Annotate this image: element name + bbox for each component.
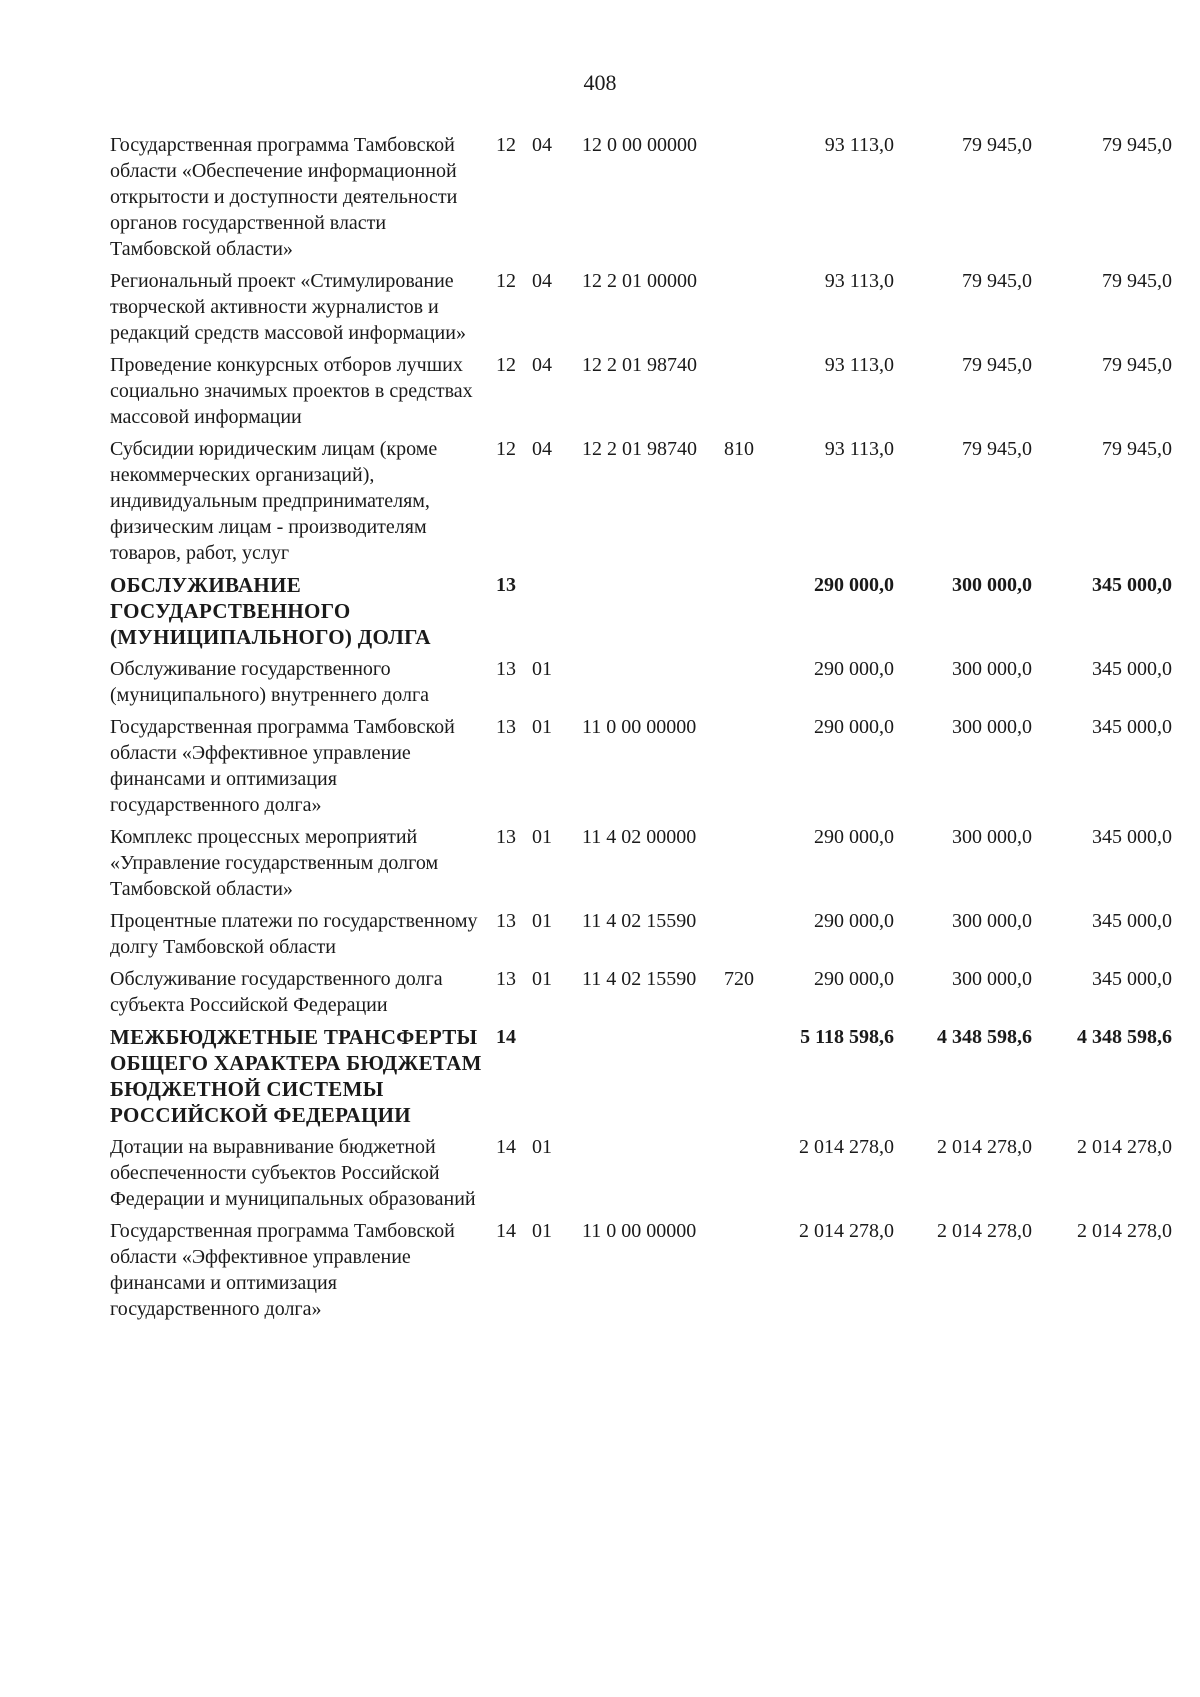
table-row <box>0 268 1200 352</box>
row-amount-year-1: 93 113,0 <box>824 134 894 156</box>
row-target-article: 11 4 02 00000 <box>582 826 697 848</box>
row-target-article: 11 0 00 00000 <box>582 1220 697 1242</box>
row-amount-year-1: 290 000,0 <box>814 658 894 680</box>
row-section-code: 13 <box>496 826 516 848</box>
row-section-code: 13 <box>496 716 516 738</box>
row-name: Проведение конкурсных отборов лучших социально значимых проектов в средствах массовой информации <box>110 354 473 428</box>
row-section-code: 13 <box>496 574 516 596</box>
row-amount-year-3: 2 014 278,0 <box>1077 1136 1172 1158</box>
row-name: Обслуживание государственного (муниципального) внутреннего долга <box>110 658 430 706</box>
table-row <box>0 436 1200 572</box>
table-row <box>0 1134 1200 1218</box>
row-subsection-code: 01 <box>532 826 552 848</box>
row-amount-year-2: 4 348 598,6 <box>937 1026 1032 1048</box>
row-subsection-code: 01 <box>532 1220 552 1242</box>
row-target-article: 12 2 01 00000 <box>582 270 697 292</box>
row-target-article: 11 4 02 15590 <box>582 910 697 932</box>
row-amount-year-2: 300 000,0 <box>952 910 1032 932</box>
row-target-article: 11 0 00 00000 <box>582 716 697 738</box>
row-expense-type: 720 <box>724 968 754 990</box>
section-row <box>0 572 1200 656</box>
row-amount-year-3: 79 945,0 <box>1102 270 1172 292</box>
row-amount-year-1: 93 113,0 <box>824 354 894 376</box>
row-amount-year-3: 4 348 598,6 <box>1077 1026 1172 1048</box>
table-row <box>0 966 1200 1024</box>
row-amount-year-3: 2 014 278,0 <box>1077 1220 1172 1242</box>
row-name: МЕЖБЮДЖЕТНЫЕ ТРАНСФЕРТЫ ОБЩЕГО ХАРАКТЕРА БЮДЖЕТАМ БЮДЖЕТНОЙ СИСТЕМЫ РОССИЙСКОЙ ФЕДЕРАЦИИ <box>110 1025 482 1127</box>
row-amount-year-2: 2 014 278,0 <box>937 1136 1032 1158</box>
row-section-code: 13 <box>496 658 516 680</box>
table-row <box>0 352 1200 436</box>
row-amount-year-2: 79 945,0 <box>962 270 1032 292</box>
row-subsection-code: 01 <box>532 658 552 680</box>
row-amount-year-1: 5 118 598,6 <box>800 1026 894 1048</box>
budget-table <box>0 132 1200 1328</box>
row-amount-year-3: 345 000,0 <box>1092 658 1172 680</box>
row-amount-year-3: 345 000,0 <box>1092 968 1172 990</box>
row-amount-year-2: 300 000,0 <box>952 968 1032 990</box>
row-amount-year-1: 2 014 278,0 <box>799 1136 894 1158</box>
table-row <box>0 656 1200 714</box>
row-target-article: 12 2 01 98740 <box>582 354 697 376</box>
row-name: Региональный проект «Стимулирование творческой активности журналистов и редакций средств массовой информации» <box>110 270 466 344</box>
row-section-code: 14 <box>496 1220 516 1242</box>
row-amount-year-3: 79 945,0 <box>1102 134 1172 156</box>
row-name: Государственная программа Тамбовской области «Эффективное управление финансами и оптимизация государственного долга» <box>110 1220 455 1320</box>
row-subsection-code: 01 <box>532 1136 552 1158</box>
row-amount-year-3: 345 000,0 <box>1092 574 1172 596</box>
row-amount-year-2: 79 945,0 <box>962 354 1032 376</box>
table-row <box>0 1218 1200 1328</box>
row-subsection-code: 04 <box>532 270 552 292</box>
row-section-code: 12 <box>496 354 516 376</box>
row-section-code: 13 <box>496 910 516 932</box>
row-subsection-code: 01 <box>532 968 552 990</box>
row-amount-year-2: 300 000,0 <box>952 574 1032 596</box>
row-amount-year-1: 93 113,0 <box>824 438 894 460</box>
page-number: 408 <box>583 70 617 95</box>
row-target-article: 12 0 00 00000 <box>582 134 697 156</box>
row-name: Процентные платежи по государственному долгу Тамбовской области <box>110 910 478 958</box>
row-name: Обслуживание государственного долга субъекта Российской Федерации <box>110 968 443 1016</box>
row-amount-year-3: 79 945,0 <box>1102 438 1172 460</box>
row-name: Государственная программа Тамбовской области «Эффективное управление финансами и оптимизация государственного долга» <box>110 716 455 816</box>
row-section-code: 12 <box>496 134 516 156</box>
row-expense-type: 810 <box>724 438 754 460</box>
row-section-code: 12 <box>496 270 516 292</box>
row-subsection-code: 04 <box>532 354 552 376</box>
row-amount-year-1: 290 000,0 <box>814 968 894 990</box>
row-subsection-code: 04 <box>532 438 552 460</box>
row-amount-year-2: 300 000,0 <box>952 658 1032 680</box>
row-subsection-code: 04 <box>532 134 552 156</box>
row-target-article: 12 2 01 98740 <box>582 438 697 460</box>
row-name: Дотации на выравнивание бюджетной обеспеченности субъектов Российской Федерации и муниципальных образований <box>110 1136 476 1210</box>
row-amount-year-1: 290 000,0 <box>814 574 894 596</box>
row-amount-year-3: 345 000,0 <box>1092 716 1172 738</box>
row-amount-year-3: 345 000,0 <box>1092 826 1172 848</box>
row-name: Комплекс процессных мероприятий «Управление государственным долгом Тамбовской области» <box>110 826 439 900</box>
row-name: Государственная программа Тамбовской области «Обеспечение информационной открытости и доступности деятельности органов государственной власти Тамбовской области» <box>110 134 458 260</box>
row-amount-year-2: 2 014 278,0 <box>937 1220 1032 1242</box>
row-amount-year-2: 300 000,0 <box>952 826 1032 848</box>
table-row <box>0 132 1200 268</box>
row-amount-year-2: 79 945,0 <box>962 438 1032 460</box>
row-subsection-code: 01 <box>532 716 552 738</box>
row-name: Субсидии юридическим лицам (кроме некоммерческих организаций), индивидуальным предпринимателям, физическим лицам - производителям товаров, работ, услуг <box>110 438 438 564</box>
section-row <box>0 1024 1200 1134</box>
row-amount-year-3: 79 945,0 <box>1102 354 1172 376</box>
row-amount-year-1: 290 000,0 <box>814 716 894 738</box>
row-section-code: 12 <box>496 438 516 460</box>
row-name: ОБСЛУЖИВАНИЕ ГОСУДАРСТВЕННОГО (МУНИЦИПАЛЬНОГО) ДОЛГА <box>110 573 431 649</box>
row-amount-year-2: 79 945,0 <box>962 134 1032 156</box>
table-row <box>0 824 1200 908</box>
row-section-code: 14 <box>496 1026 516 1048</box>
table-row <box>0 908 1200 966</box>
row-section-code: 14 <box>496 1136 516 1158</box>
row-section-code: 13 <box>496 968 516 990</box>
table-row <box>0 714 1200 824</box>
row-amount-year-1: 290 000,0 <box>814 910 894 932</box>
row-target-article: 11 4 02 15590 <box>582 968 697 990</box>
row-amount-year-1: 2 014 278,0 <box>799 1220 894 1242</box>
row-subsection-code: 01 <box>532 910 552 932</box>
row-amount-year-1: 290 000,0 <box>814 826 894 848</box>
row-amount-year-3: 345 000,0 <box>1092 910 1172 932</box>
row-amount-year-2: 300 000,0 <box>952 716 1032 738</box>
row-amount-year-1: 93 113,0 <box>824 270 894 292</box>
